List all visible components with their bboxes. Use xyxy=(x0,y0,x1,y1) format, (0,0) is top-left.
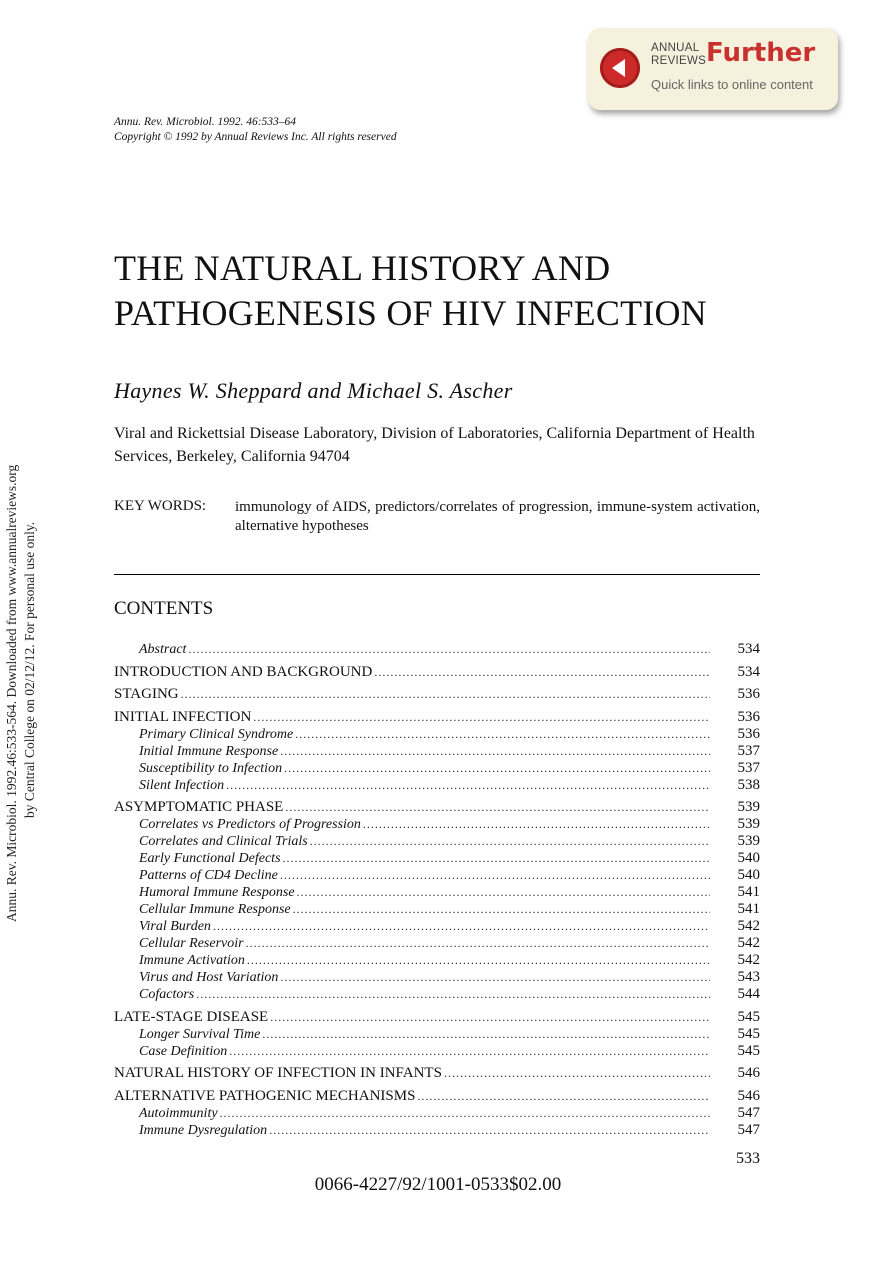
toc-entry-page: 539 xyxy=(737,816,760,832)
contents-heading: CONTENTS xyxy=(114,598,214,619)
toc-entry-label: ALTERNATIVE PATHOGENIC MECHANISMS xyxy=(114,1087,416,1104)
toc-entry[interactable] xyxy=(114,760,760,777)
download-notice-line2: by Central College on 02/12/12. For personal use only. xyxy=(22,521,37,818)
toc-leader-dots xyxy=(444,1066,710,1081)
toc-entry-page: 547 xyxy=(737,1104,760,1121)
toc-entry-page: 545 xyxy=(737,1042,760,1059)
page-number: 533 xyxy=(736,1150,760,1167)
toc-leader-dots xyxy=(283,851,710,866)
toc-entry-label: Early Functional Defects xyxy=(139,851,281,866)
toc-entry[interactable] xyxy=(114,816,760,833)
badge-further-word: Further xyxy=(706,38,816,68)
toc-entry-page: 544 xyxy=(737,986,760,1002)
toc-entry-page: 536 xyxy=(737,725,760,742)
toc-entry[interactable] xyxy=(114,686,760,703)
toc-leader-dots xyxy=(213,919,710,934)
toc-leader-dots xyxy=(262,1027,710,1042)
toc-entry-label: Abstract xyxy=(139,642,187,657)
toc-leader-dots xyxy=(181,687,710,702)
toc-leader-dots xyxy=(280,970,710,985)
toc-entry-page: 536 xyxy=(737,686,760,702)
toc-entry[interactable] xyxy=(114,901,760,918)
toc-leader-dots xyxy=(285,800,710,815)
toc-entry-label: Primary Clinical Syndrome xyxy=(139,726,294,742)
toc-entry[interactable] xyxy=(114,799,760,816)
annual-reviews-wordmark xyxy=(651,42,706,68)
toc-entry-label: INITIAL INFECTION xyxy=(114,708,252,725)
toc-entry[interactable] xyxy=(114,664,760,681)
toc-leader-dots xyxy=(295,727,710,742)
toc-leader-dots xyxy=(363,817,710,832)
toc-entry[interactable] xyxy=(114,935,760,952)
toc-entry-page: 543 xyxy=(737,969,760,985)
badge-tagline: Quick links to online content xyxy=(651,77,813,92)
toc-leader-dots xyxy=(229,1044,710,1059)
toc-entry-label: NATURAL HISTORY OF INFECTION IN INFANTS xyxy=(114,1065,442,1081)
toc-entry-page: 541 xyxy=(737,901,760,917)
title-line-2: PATHOGENESIS OF HIV INFECTION xyxy=(114,293,707,333)
toc-entry[interactable] xyxy=(114,1088,760,1105)
toc-entry-page: 536 xyxy=(737,708,760,725)
toc-entry[interactable] xyxy=(114,850,760,867)
toc-entry[interactable] xyxy=(114,867,760,884)
toc-leader-dots xyxy=(293,902,710,917)
toc-entry-label: Humoral Immune Response xyxy=(139,885,295,900)
toc-entry-page: 546 xyxy=(737,1065,760,1081)
toc-entry[interactable] xyxy=(114,743,760,760)
toc-leader-dots xyxy=(280,744,710,759)
toc-entry-page: 540 xyxy=(737,867,760,883)
toc-entry-label: Immune Dysregulation xyxy=(139,1122,268,1138)
keywords-text: immunology of AIDS, predictors/correlates of progression, immune-system activation, alternative hypotheses xyxy=(235,499,760,534)
section-divider xyxy=(114,574,760,575)
toc-entry[interactable] xyxy=(114,1009,760,1026)
toc-entry-page: 542 xyxy=(737,935,760,951)
toc-entry-label: Cofactors xyxy=(139,987,195,1002)
toc-entry-label: ASYMPTOMATIC PHASE xyxy=(114,799,284,815)
toc-entry[interactable] xyxy=(114,1065,760,1082)
toc-leader-dots xyxy=(188,642,710,657)
toc-entry[interactable] xyxy=(114,1122,760,1139)
toc-entry-label: Immune Activation xyxy=(139,953,245,968)
toc-entry-label: Viral Burden xyxy=(139,919,211,934)
toc-entry-page: 539 xyxy=(737,833,760,849)
toc-entry-label: Virus and Host Variation xyxy=(139,970,279,985)
toc-entry-label: STAGING xyxy=(114,686,179,702)
toc-entry-label: LATE-STAGE DISEASE xyxy=(114,1008,269,1025)
toc-entry-page: 534 xyxy=(737,641,760,657)
toc-entry-page: 542 xyxy=(737,918,760,934)
badge-reviews: REVIEWS xyxy=(651,55,707,67)
toc-leader-dots xyxy=(417,1089,710,1104)
toc-entry-page: 541 xyxy=(737,884,760,900)
toc-entry-page: 545 xyxy=(737,1008,760,1025)
toc-entry-page: 542 xyxy=(737,952,760,968)
toc-entry[interactable] xyxy=(114,918,760,935)
toc-entry-page: 534 xyxy=(737,663,760,680)
toc-entry-label: Correlates and Clinical Trials xyxy=(139,834,308,849)
toc-leader-dots xyxy=(310,834,710,849)
toc-entry-page: 538 xyxy=(737,776,760,793)
toc-entry[interactable] xyxy=(114,777,760,794)
toc-leader-dots xyxy=(247,953,710,968)
toc-leader-dots xyxy=(196,987,710,1002)
toc-entry-label: INTRODUCTION AND BACKGROUND xyxy=(114,663,373,680)
table-of-contents xyxy=(114,641,760,1139)
toc-leader-dots xyxy=(226,778,710,793)
toc-entry-page: 547 xyxy=(737,1121,760,1138)
toc-entry-label: Correlates vs Predictors of Progression xyxy=(139,817,361,832)
toc-entry-page: 537 xyxy=(737,759,760,776)
toc-entry[interactable] xyxy=(114,952,760,969)
further-badge[interactable] xyxy=(588,28,838,110)
toc-entry[interactable] xyxy=(114,641,760,658)
toc-entry-label: Longer Survival Time xyxy=(139,1026,261,1042)
journal-citation: Annu. Rev. Microbiol. 1992. 46:533–64 xyxy=(114,116,297,128)
toc-entry-page: 545 xyxy=(737,1025,760,1042)
toc-leader-dots xyxy=(253,710,710,725)
toc-leader-dots xyxy=(284,761,710,776)
toc-entry[interactable] xyxy=(114,1043,760,1060)
article-code: 0066-4227/92/1001-0533$02.00 xyxy=(314,1174,562,1195)
badge-annual: ANNUAL xyxy=(651,42,700,54)
toc-entry-label: Case Definition xyxy=(139,1043,228,1059)
toc-entry[interactable] xyxy=(114,1026,760,1043)
toc-entry[interactable] xyxy=(114,833,760,850)
toc-leader-dots xyxy=(374,665,710,680)
toc-entry[interactable] xyxy=(114,986,760,1003)
toc-entry-page: 539 xyxy=(737,799,760,815)
article-title xyxy=(114,246,707,336)
authors: Haynes W. Sheppard and Michael S. Ascher xyxy=(114,378,513,403)
toc-leader-dots xyxy=(297,885,710,900)
toc-entry-page: 546 xyxy=(737,1087,760,1104)
download-notice-line1: Annu. Rev. Microbiol. 1992.46:533-564. Downloaded from www.annualreviews.org xyxy=(4,464,19,922)
toc-leader-dots xyxy=(246,936,710,951)
toc-leader-dots xyxy=(269,1123,710,1138)
copyright-line: Copyright © 1992 by Annual Reviews Inc. All rights reserved xyxy=(114,131,397,143)
title-line-1: THE NATURAL HISTORY AND xyxy=(114,248,611,288)
toc-entry[interactable] xyxy=(114,1105,760,1122)
toc-entry[interactable] xyxy=(114,884,760,901)
toc-entry-label: Autoimmunity xyxy=(139,1105,218,1121)
keywords-label: KEY WORDS: xyxy=(114,498,207,514)
toc-entry-label: Susceptibility to Infection xyxy=(139,760,283,776)
toc-entry-page: 537 xyxy=(737,742,760,759)
toc-entry-label: Cellular Immune Response xyxy=(139,902,291,917)
toc-entry[interactable] xyxy=(114,709,760,726)
toc-entry-label: Patterns of CD4 Decline xyxy=(139,868,278,883)
toc-entry[interactable] xyxy=(114,969,760,986)
toc-leader-dots xyxy=(280,868,710,883)
affiliation: Viral and Rickettsial Disease Laboratory, Division of Laboratories, California Department of Health Services, Berkeley, California 94704 xyxy=(114,425,755,465)
toc-entry-page: 540 xyxy=(737,850,760,866)
toc-entry-label: Silent Infection xyxy=(139,777,225,793)
toc-entry[interactable] xyxy=(114,726,760,743)
play-back-arrow-icon xyxy=(600,48,640,88)
toc-leader-dots xyxy=(270,1010,710,1025)
toc-entry-label: Cellular Reservoir xyxy=(139,936,244,951)
toc-leader-dots xyxy=(220,1106,710,1121)
toc-entry-label: Initial Immune Response xyxy=(139,743,279,759)
